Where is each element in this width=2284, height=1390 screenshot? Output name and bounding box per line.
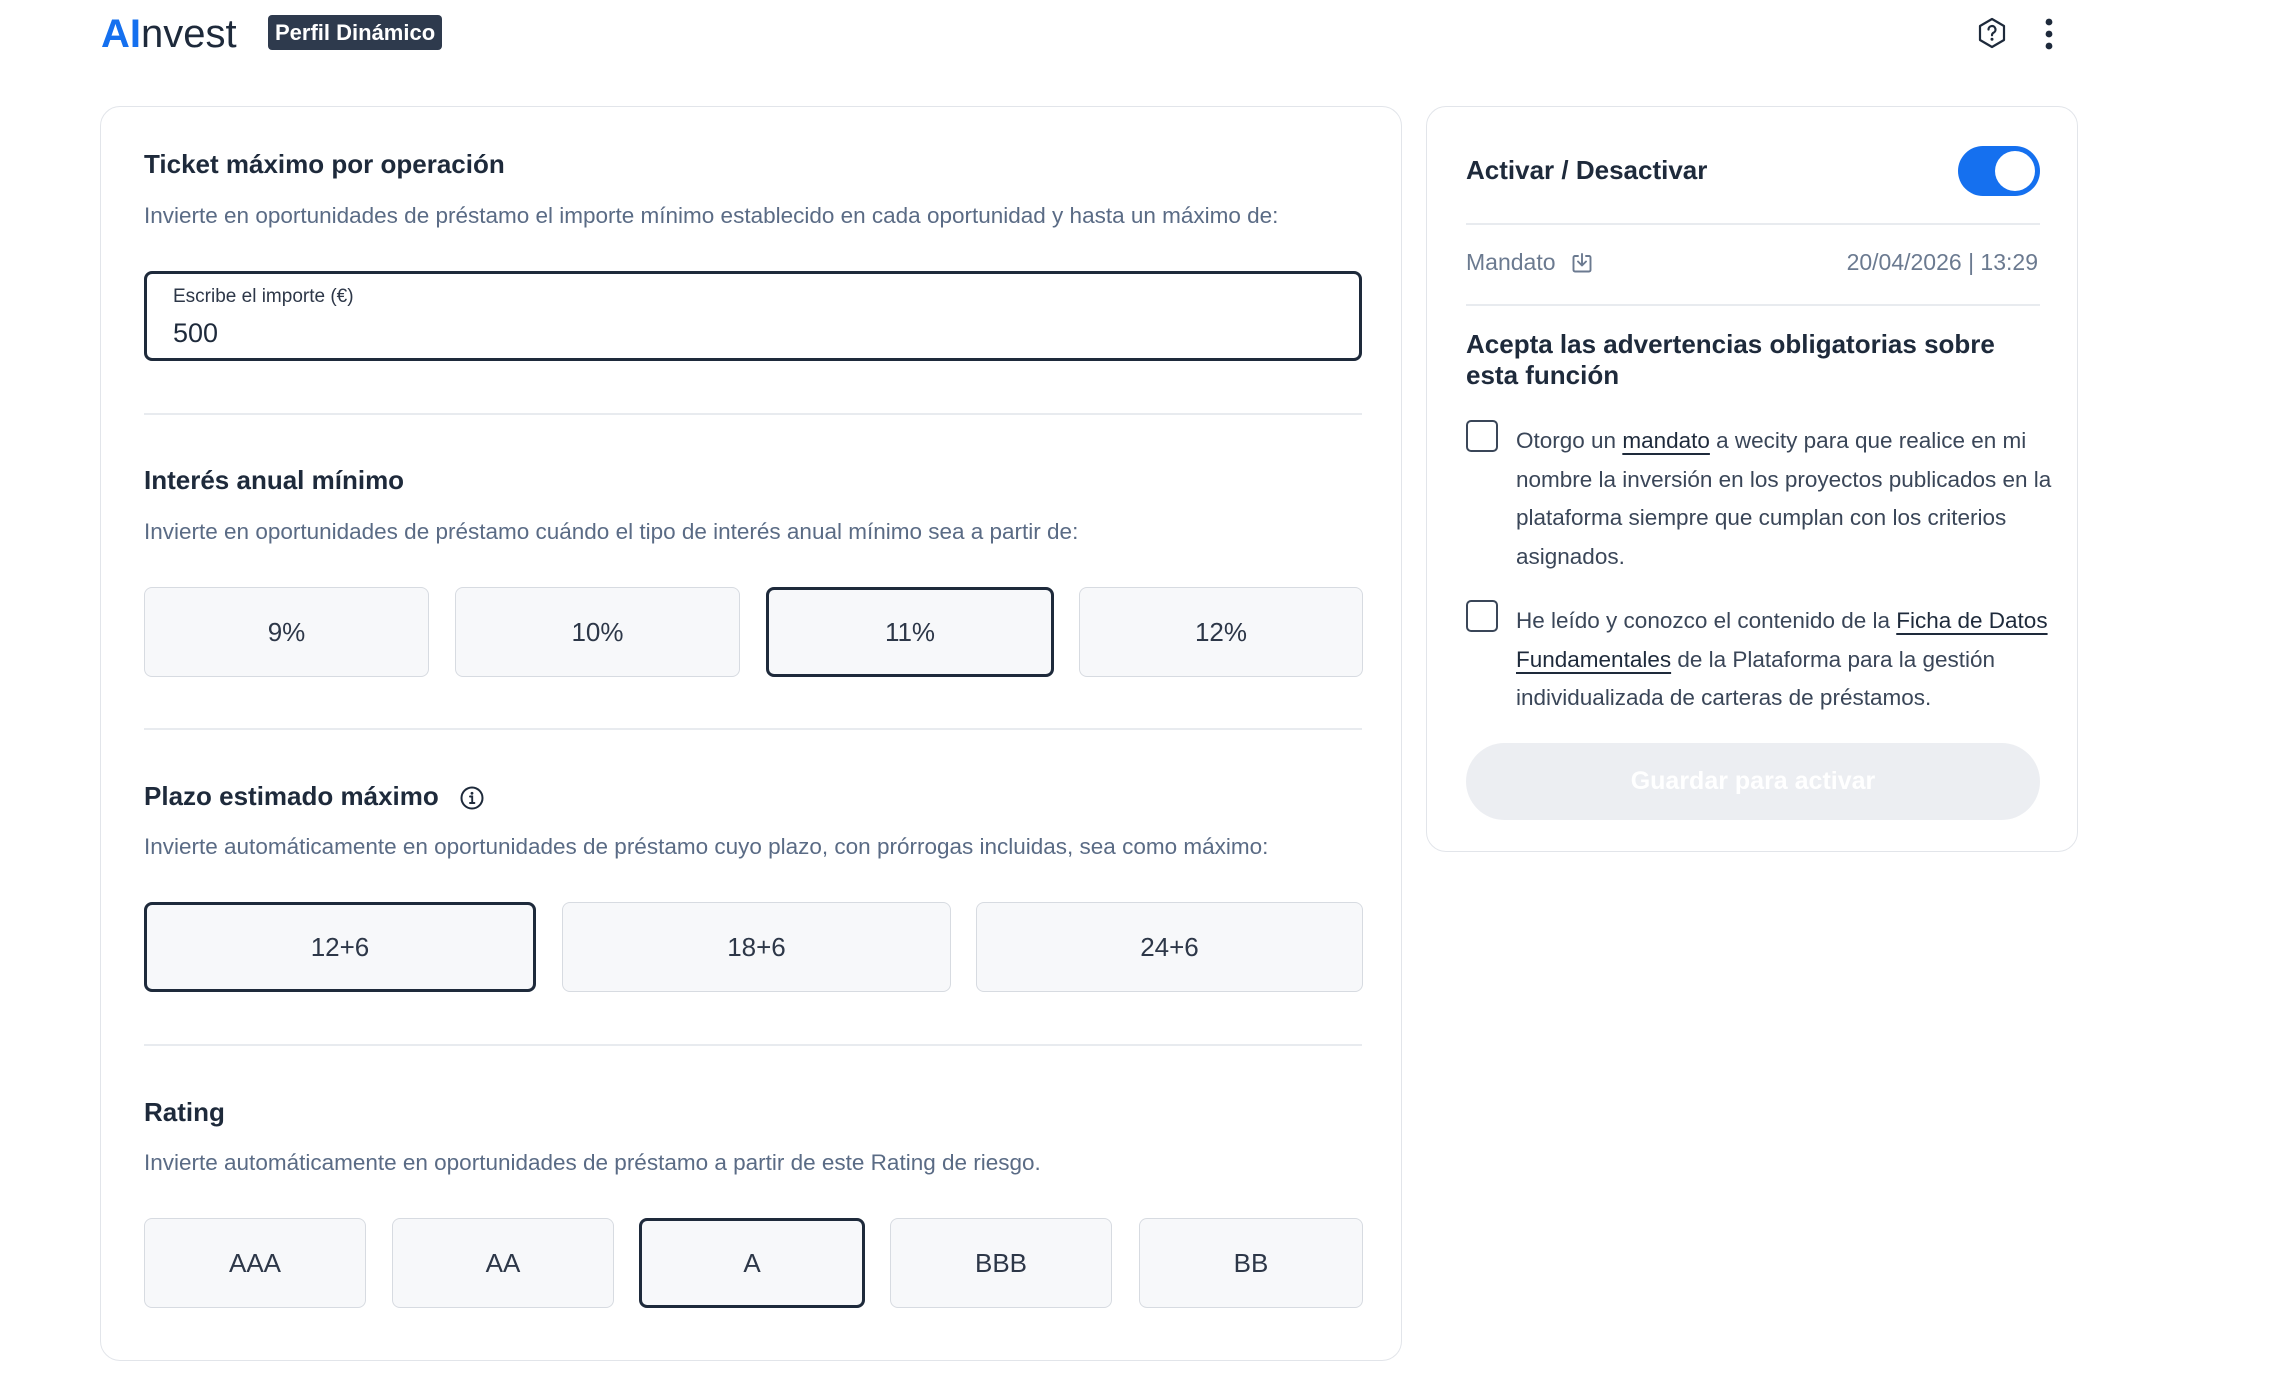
interest-option-11[interactable]: 11% xyxy=(766,587,1054,677)
divider xyxy=(144,1044,1362,1046)
more-options-icon[interactable] xyxy=(2038,17,2060,51)
term-description: Invierte automáticamente en oportunidades de préstamo cuyo plazo, con prórrogas incluidas, sea como máximo: xyxy=(144,834,1269,859)
ticket-title: Ticket máximo por operación xyxy=(144,149,505,179)
mandate-download-link[interactable] xyxy=(1466,249,1594,276)
info-icon[interactable] xyxy=(459,785,485,811)
divider xyxy=(144,728,1362,730)
activation-card xyxy=(1426,106,2078,852)
investment-criteria-card xyxy=(100,106,1402,1361)
profile-badge: Perfil Dinámico xyxy=(268,15,442,50)
consent-text-part: de la Plataforma para la gestión individualizada de carteras de préstamos. xyxy=(1516,646,1996,710)
consent-text-part: a wecity para que realice en mi nombre la inversión en los proyectos publicados en la plataforma siempre que cumplan con los criterios asignados. xyxy=(1516,428,2052,569)
save-to-activate-button[interactable]: Guardar para activar xyxy=(1466,743,2040,820)
interest-option-12[interactable]: 12% xyxy=(1079,587,1363,677)
rating-title: Rating xyxy=(144,1097,225,1127)
interest-title: Interés anual mínimo xyxy=(144,465,405,495)
key-data-sheet-link[interactable]: Ficha de Datos Fundamentales xyxy=(1516,608,2048,672)
interest-option-10[interactable]: 10% xyxy=(455,587,740,677)
logo-rest: nvest xyxy=(141,12,237,56)
rating-option-aa[interactable]: AA xyxy=(392,1218,614,1308)
rating-option-bbb[interactable]: BBB xyxy=(890,1218,1112,1308)
mandate-link[interactable]: mandato xyxy=(1622,428,1710,453)
help-icon[interactable] xyxy=(1976,17,2008,49)
interest-description: Invierte en oportunidades de préstamo cuándo el tipo de interés anual mínimo sea a partir de: xyxy=(144,519,1079,544)
warnings-title: Acepta las advertencias obligatorias sobre esta función xyxy=(1466,329,1995,390)
divider xyxy=(144,413,1362,415)
app-logo xyxy=(101,8,237,60)
rating-description: Invierte automáticamente en oportunidades de préstamo a partir de este Rating de riesgo. xyxy=(144,1150,1041,1175)
term-option-12-6[interactable]: 12+6 xyxy=(144,902,536,992)
kid-consent-text xyxy=(1516,602,2056,718)
mandate-timestamp: 20/04/2026 | 13:29 xyxy=(1846,249,2038,275)
mandate-consent-checkbox[interactable] xyxy=(1466,420,1498,452)
amount-input-value[interactable]: 500 xyxy=(173,318,219,348)
mandate-consent-text xyxy=(1516,422,2056,576)
top-header xyxy=(0,0,2284,70)
toggle-label: Activar / Desactivar xyxy=(1466,155,1708,185)
ticket-description: Invierte en oportunidades de préstamo el importe mínimo establecido en cada oportunidad y hasta un máximo de: xyxy=(144,203,1279,228)
mandate-label: Mandato xyxy=(1466,249,1556,275)
term-title: Plazo estimado máximo xyxy=(144,781,439,811)
consent-text-part: Otorgo un xyxy=(1516,428,1623,453)
download-icon xyxy=(1570,251,1594,275)
term-option-18-6[interactable]: 18+6 xyxy=(562,902,951,992)
amount-input[interactable] xyxy=(144,271,1362,361)
rating-option-aaa[interactable]: AAA xyxy=(144,1218,366,1308)
rating-option-a[interactable]: A xyxy=(639,1218,865,1308)
kid-consent-checkbox[interactable] xyxy=(1466,600,1498,632)
logo-ai: AI xyxy=(101,12,141,56)
amount-input-label: Escribe el importe (€) xyxy=(173,286,354,307)
divider xyxy=(1466,304,2040,306)
term-option-24-6[interactable]: 24+6 xyxy=(976,902,1363,992)
activation-toggle[interactable] xyxy=(1958,146,2040,196)
consent-text-part: He leído y conozco el contenido de la xyxy=(1516,608,1897,633)
rating-option-bb[interactable]: BB xyxy=(1139,1218,1363,1308)
interest-option-9[interactable]: 9% xyxy=(144,587,429,677)
toggle-knob xyxy=(1995,151,2035,191)
divider xyxy=(1466,223,2040,225)
